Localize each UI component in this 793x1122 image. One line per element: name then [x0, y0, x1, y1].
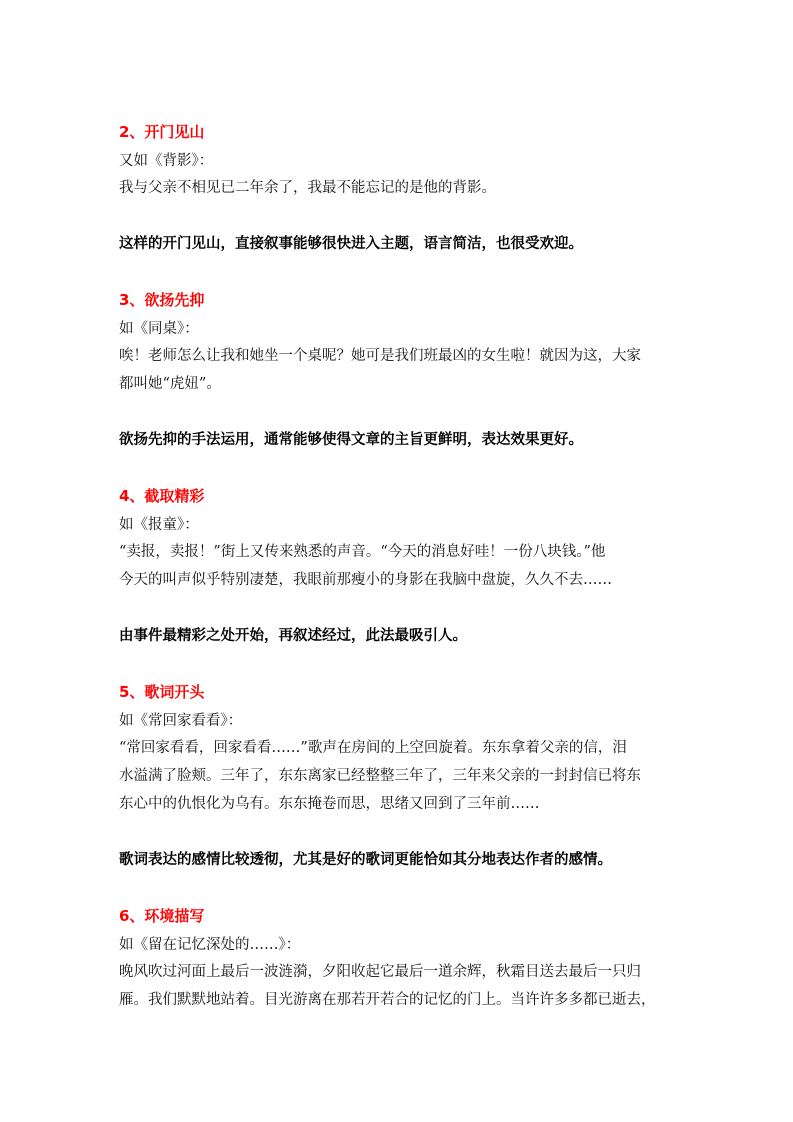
- section-summary: 欲扬先抑的手法运用，通常能够使得文章的主旨更鲜明，表达效果更好。: [119, 432, 583, 448]
- section-example-line: “卖报，卖报！”街上又传来熟悉的声音。“今天的消息好哇！一份八块钱。”他: [119, 544, 606, 560]
- section-source: 如《报童》：: [119, 517, 199, 533]
- section-example-line: 唉！老师怎么让我和她坐一个桌呢？她可是我们班最凶的女生啦！就因为这，大家: [119, 348, 641, 364]
- section-example-line: 雁。我们默默地站着。目光游离在那若开若合的记忆的门上。当许许多多都已逝去，: [119, 992, 656, 1008]
- section-heading-geci-kaitou: 5、歌词开头: [119, 683, 205, 701]
- section-summary: 歌词表达的感情比较透彻，尤其是好的歌词更能恰如其分地表达作者的感情。: [119, 852, 612, 868]
- section-heading-yuyang-xianyi: 3、欲扬先抑: [119, 291, 205, 309]
- section-example-line: 都叫她“虎妞”。: [119, 376, 221, 392]
- section-heading-kaimen-jianshan: 2、开门见山: [119, 123, 205, 141]
- section-source: 如《常回家看看》：: [119, 713, 243, 729]
- section-summary: 由事件最精彩之处开始，再叙述经过，此法最吸引人。: [119, 628, 467, 644]
- section-source: 如《同桌》：: [119, 321, 199, 337]
- section-example-line: 我与父亲不相见已二年余了，我最不能忘记的是他的背影。: [119, 180, 496, 196]
- section-heading-jiequ-jingcai: 4、截取精彩: [119, 487, 205, 505]
- section-example-line: 今天的叫声似乎特别凄楚，我眼前那瘦小的身影在我脑中盘旋，久久不去……: [119, 572, 612, 588]
- section-source: 又如《背影》：: [119, 153, 214, 169]
- section-example-line: 东心中的仇恨化为乌有。东东掩卷而思，思绪又回到了三年前……: [119, 796, 540, 812]
- section-summary: 这样的开门见山，直接叙事能够很快进入主题，语言简洁，也很受欢迎。: [119, 236, 583, 252]
- section-example-line: 晚风吹过河面上最后一波涟漪，夕阳收起它最后一道余辉，秋霜目送去最后一只归: [119, 964, 641, 980]
- section-source: 如《留在记忆深处的……》：: [119, 937, 301, 953]
- section-example-line: 水溢满了脸颊。三年了，东东离家已经整整三年了，三年来父亲的一封封信已将东: [119, 768, 641, 784]
- section-example-line: “常回家看看，回家看看……”歌声在房间的上空回旋着。东东拿着父亲的信，泪: [119, 740, 627, 756]
- section-heading-huanjing-miaoxie: 6、环境描写: [119, 907, 205, 925]
